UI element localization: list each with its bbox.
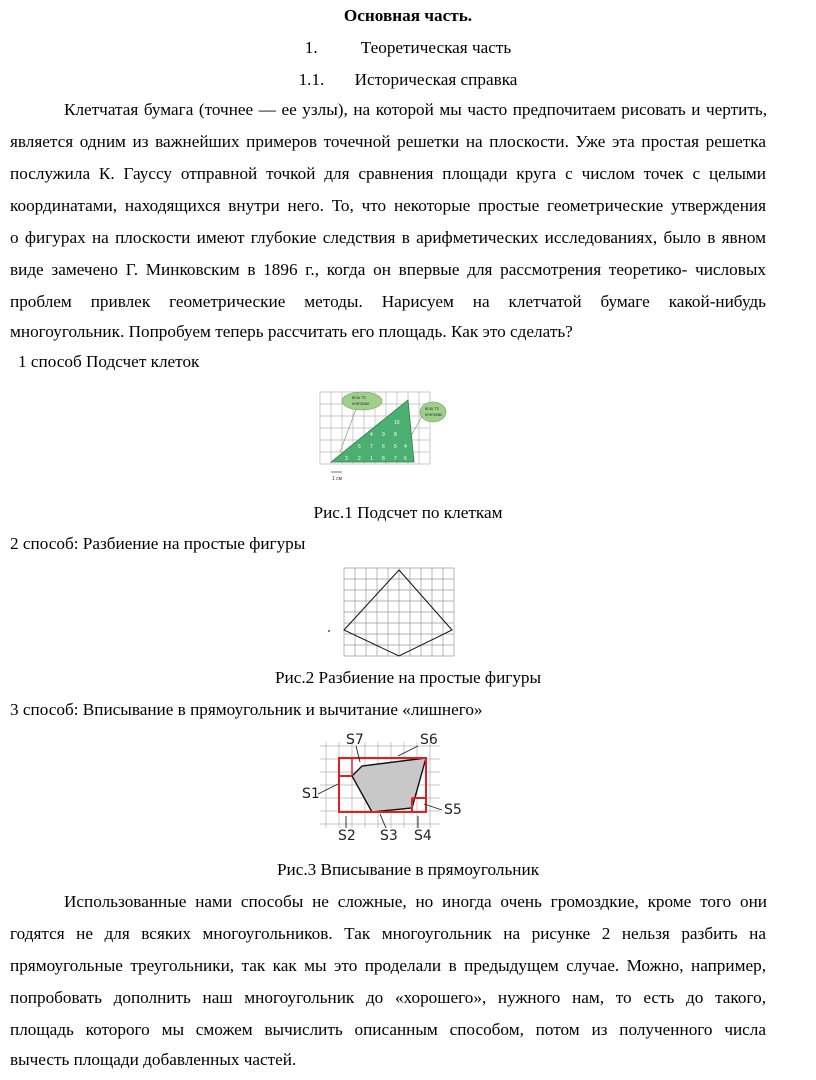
section-title: Теоретическая часть <box>360 38 512 57</box>
method2-label: 2 способ: Разбиение на простые фигуры <box>10 534 306 553</box>
label-s5: S5 <box>444 802 462 818</box>
paragraph2-line: Использованные нами способы не сложные, но иногда очень громоздкие, кроме того они <box>64 892 767 911</box>
figure2-quadrilateral <box>344 570 452 656</box>
cell-number: 5 <box>394 444 397 450</box>
paragraph1-line: о фигурах на плоскости имеют глубокие следствия в арифметических исследованиях, было в явном <box>10 228 766 247</box>
figure3-polygon <box>352 758 426 812</box>
section-heading <box>0 38 816 58</box>
subsection-heading <box>0 70 816 90</box>
cell-number: 7 <box>370 444 373 450</box>
cell-number: 5 <box>358 444 361 450</box>
bubble-left-text: клеткам <box>352 401 369 406</box>
paragraph1-line: является одним из важнейших примеров точечной решетки на плоскости. Уже эта простая решетка <box>10 132 766 151</box>
section-number: 1. <box>304 38 318 57</box>
figure1-triangle <box>331 400 414 462</box>
figure1-caption: Рис.1 Подсчет по клеткам <box>313 503 503 522</box>
cell-number: 2 <box>358 456 361 462</box>
paragraph2-line: прямоугольные треугольники, так как мы это проделали в предыдущем случае. Можно, например, <box>10 956 766 975</box>
label-s2: S2 <box>338 828 356 844</box>
label-s6: S6 <box>420 732 438 748</box>
subsection-title: Историческая справка <box>354 70 518 89</box>
figure2-caption: Рис.2 Разбиение на простые фигуры <box>274 668 542 687</box>
cell-number: 4 <box>370 432 373 438</box>
bubble-right-text: всю 7с <box>425 406 439 411</box>
paragraph1-line: координатами, находящихся внутри него. То, что некоторые простые геометрические утверждения <box>10 196 766 215</box>
paragraph1-line: многоугольник. Попробуем теперь рассчитать его площадь. Как это сделать? <box>10 322 573 341</box>
cell-number: 7 <box>394 456 397 462</box>
paragraph1-line: проблем привлек геометрические методы. Нарисуем на клетчатой бумаге какой-нибудь <box>10 292 766 311</box>
cell-number: 6 <box>404 456 407 462</box>
figure3-drawing <box>300 728 470 858</box>
cell-number: 6 <box>382 444 385 450</box>
figure1-grid-drawing <box>318 388 448 484</box>
paragraph1-line: Клетчатая бумага (точнее — ее узлы), на которой мы часто предпочитаем рисовать и чертить, <box>64 100 767 119</box>
scale-label: 1 см <box>332 476 343 482</box>
cell-number: 8 <box>394 432 397 438</box>
paragraph2-line: вычесть площади добавленных частей. <box>10 1050 297 1069</box>
figure2-grid-drawing <box>322 566 464 660</box>
bubble-right-text: клеткам <box>425 412 442 417</box>
cell-number: 1 <box>370 456 373 462</box>
paragraph2-line: попробовать дополнить наш многоугольник до «хорошего», нужного нам, то есть до такого, <box>10 988 766 1007</box>
cell-number: 3 <box>345 456 348 462</box>
bubble-left-text: всю 7с <box>352 395 366 400</box>
cell-number: 8 <box>382 456 385 462</box>
label-s3: S3 <box>380 828 398 844</box>
paragraph2-line: годятся не для всяких многоугольников. Так многоугольник на рисунке 2 нельзя разбить на <box>10 924 766 943</box>
cell-number: 9 <box>382 432 385 438</box>
cell-number: 10 <box>394 420 400 426</box>
label-s4: S4 <box>414 828 432 844</box>
subsection-number: 1.1. <box>298 70 325 89</box>
paragraph2-line: площадь которого мы сможем вычислить описанным способом, потом из полученного числа <box>10 1020 766 1039</box>
paragraph1-line: виде замечено Г. Минковским в 1896 г., когда он впервые для рассмотрения теоретико- числовых <box>10 260 766 279</box>
figure3-caption: Рис.3 Вписывание в прямоугольник <box>276 860 540 879</box>
label-s7: S7 <box>346 732 364 748</box>
label-s1: S1 <box>302 786 320 802</box>
method3-label: 3 способ: Вписывание в прямоугольник и вычитание «лишнего» <box>10 700 483 719</box>
document-heading: Основная часть. <box>343 6 473 25</box>
method1-label: 1 способ Подсчет клеток <box>18 352 200 371</box>
paragraph1-line: послужила К. Гауссу отправной точкой для сравнения площади круга с числом точек с целыми <box>10 164 766 183</box>
cell-number: 4 <box>404 444 407 450</box>
